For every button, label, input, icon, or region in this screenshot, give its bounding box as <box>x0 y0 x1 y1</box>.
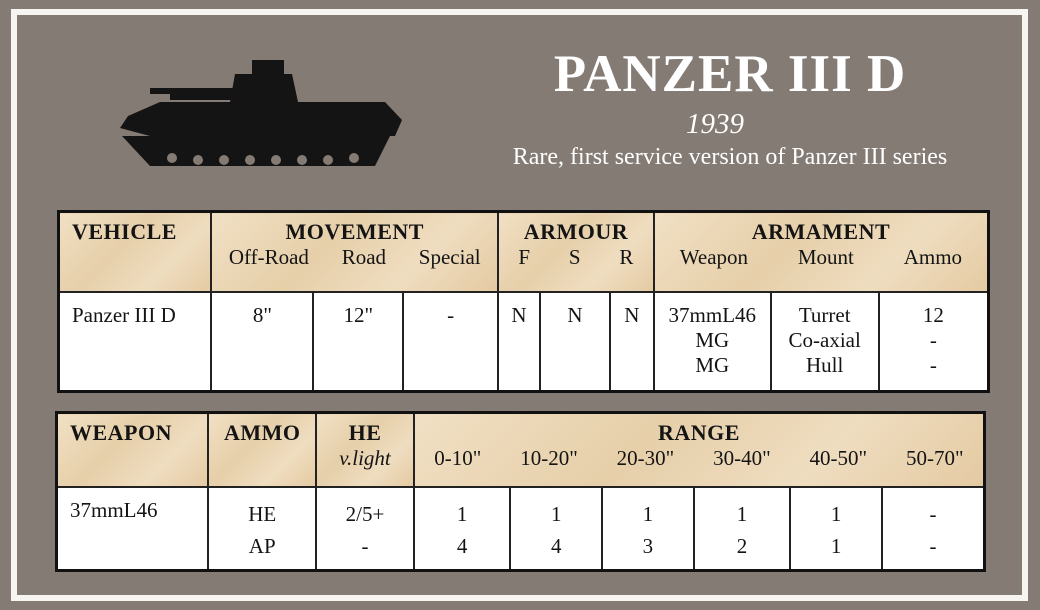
ammo-header: AMMO <box>223 420 301 445</box>
vehicle-table <box>57 210 990 393</box>
range-band: 20-30" <box>616 446 675 470</box>
tank-silhouette-icon <box>110 58 402 178</box>
armour-side-header: S <box>568 245 581 269</box>
ammo-type: HE <box>248 501 277 526</box>
range-band: 10-20" <box>520 446 578 470</box>
mount-subheader: Mount <box>797 245 854 269</box>
ammo-subheader: Ammo <box>903 245 963 269</box>
range-values-40-50 <box>790 487 882 571</box>
weapon-subheader: Weapon <box>679 245 749 269</box>
range-value: - <box>929 533 937 558</box>
weapon-table-header <box>57 413 985 487</box>
weapon-item: MG <box>695 327 730 352</box>
armour-front-header: F <box>518 245 531 269</box>
range-value: 1 <box>830 501 842 526</box>
range-value: 1 <box>456 501 468 526</box>
vehicle-year: 1939 <box>686 108 744 140</box>
range-value: 1 <box>642 501 654 526</box>
armour-header: ARMOUR <box>523 219 629 244</box>
movement-header: MOVEMENT <box>285 219 424 244</box>
mount-item: Hull <box>806 352 844 377</box>
he-value: 2/5+ <box>345 501 385 526</box>
armour-rear-header: R <box>619 245 634 269</box>
road-value: 12" <box>313 292 403 392</box>
weapon-name: 37mmL46 <box>57 487 209 571</box>
range-band-headers <box>415 446 983 471</box>
armour-subheaders <box>499 245 653 270</box>
armament-header: ARMAMENT <box>751 219 891 244</box>
weapon-list <box>654 292 771 392</box>
range-band: 50-70" <box>905 446 964 470</box>
range-values-50-70 <box>882 487 985 571</box>
range-value: - <box>929 501 937 526</box>
vehicle-title: PANZER III D <box>553 45 907 103</box>
weapon-item: MG <box>695 352 730 377</box>
ammo-item: - <box>929 352 937 377</box>
range-values-10-20 <box>510 487 602 571</box>
vehicle-description: Rare, first service version of Panzer III series <box>512 144 948 170</box>
mount-item: Co-axial <box>788 327 861 352</box>
weapon-header: WEAPON <box>70 420 172 445</box>
armour-side-value: N <box>540 292 610 392</box>
weapon-header-cell <box>57 413 209 487</box>
vehicle-name: Panzer III D <box>59 292 212 392</box>
range-value: 4 <box>456 533 468 558</box>
range-band: 0-10" <box>434 446 482 470</box>
vehicle-table-header <box>59 212 989 292</box>
range-value: 1 <box>736 501 748 526</box>
he-header-cell <box>316 413 414 487</box>
range-header: RANGE <box>657 420 740 445</box>
vehicle-header: VEHICLE <box>72 219 177 244</box>
range-values-20-30 <box>602 487 694 571</box>
range-header-cell <box>414 413 985 487</box>
he-value-list <box>316 487 414 571</box>
movement-subheaders <box>212 245 497 270</box>
range-values-30-40 <box>694 487 791 571</box>
range-value: 4 <box>551 533 562 558</box>
special-value: - <box>403 292 498 392</box>
special-header: Special <box>418 245 481 269</box>
range-values-0-10 <box>414 487 511 571</box>
mount-item: Turret <box>798 302 851 327</box>
movement-header-cell <box>211 212 498 292</box>
range-value: 2 <box>736 533 748 558</box>
mount-list <box>771 292 879 392</box>
weapon-item: 37mmL46 <box>668 302 757 327</box>
table-row <box>59 292 989 392</box>
off-road-value: 8" <box>211 292 313 392</box>
armament-subheaders <box>655 245 987 270</box>
he-value: - <box>361 533 369 558</box>
armour-front-value: N <box>498 292 540 392</box>
table-row <box>57 487 985 571</box>
range-band: 30-40" <box>713 446 771 470</box>
armament-header-cell <box>654 212 989 292</box>
vehicle-header-cell <box>59 212 212 292</box>
range-value: 1 <box>551 501 562 526</box>
ammo-type-list <box>208 487 316 571</box>
ammo-header-cell <box>208 413 316 487</box>
ammo-type: AP <box>248 533 276 558</box>
range-band: 40-50" <box>809 446 868 470</box>
ammo-item: - <box>929 327 937 352</box>
weapon-table <box>55 411 986 572</box>
road-header: Road <box>341 245 387 269</box>
off-road-header: Off-Road <box>228 245 309 269</box>
he-subheader: v.light <box>339 446 391 470</box>
armour-rear-value: N <box>610 292 654 392</box>
ammo-item: 12 <box>922 302 944 327</box>
he-header: HE <box>348 420 382 445</box>
armour-header-cell <box>498 212 654 292</box>
range-value: 3 <box>642 533 654 558</box>
ammo-list <box>879 292 989 392</box>
range-value: 1 <box>830 533 842 558</box>
